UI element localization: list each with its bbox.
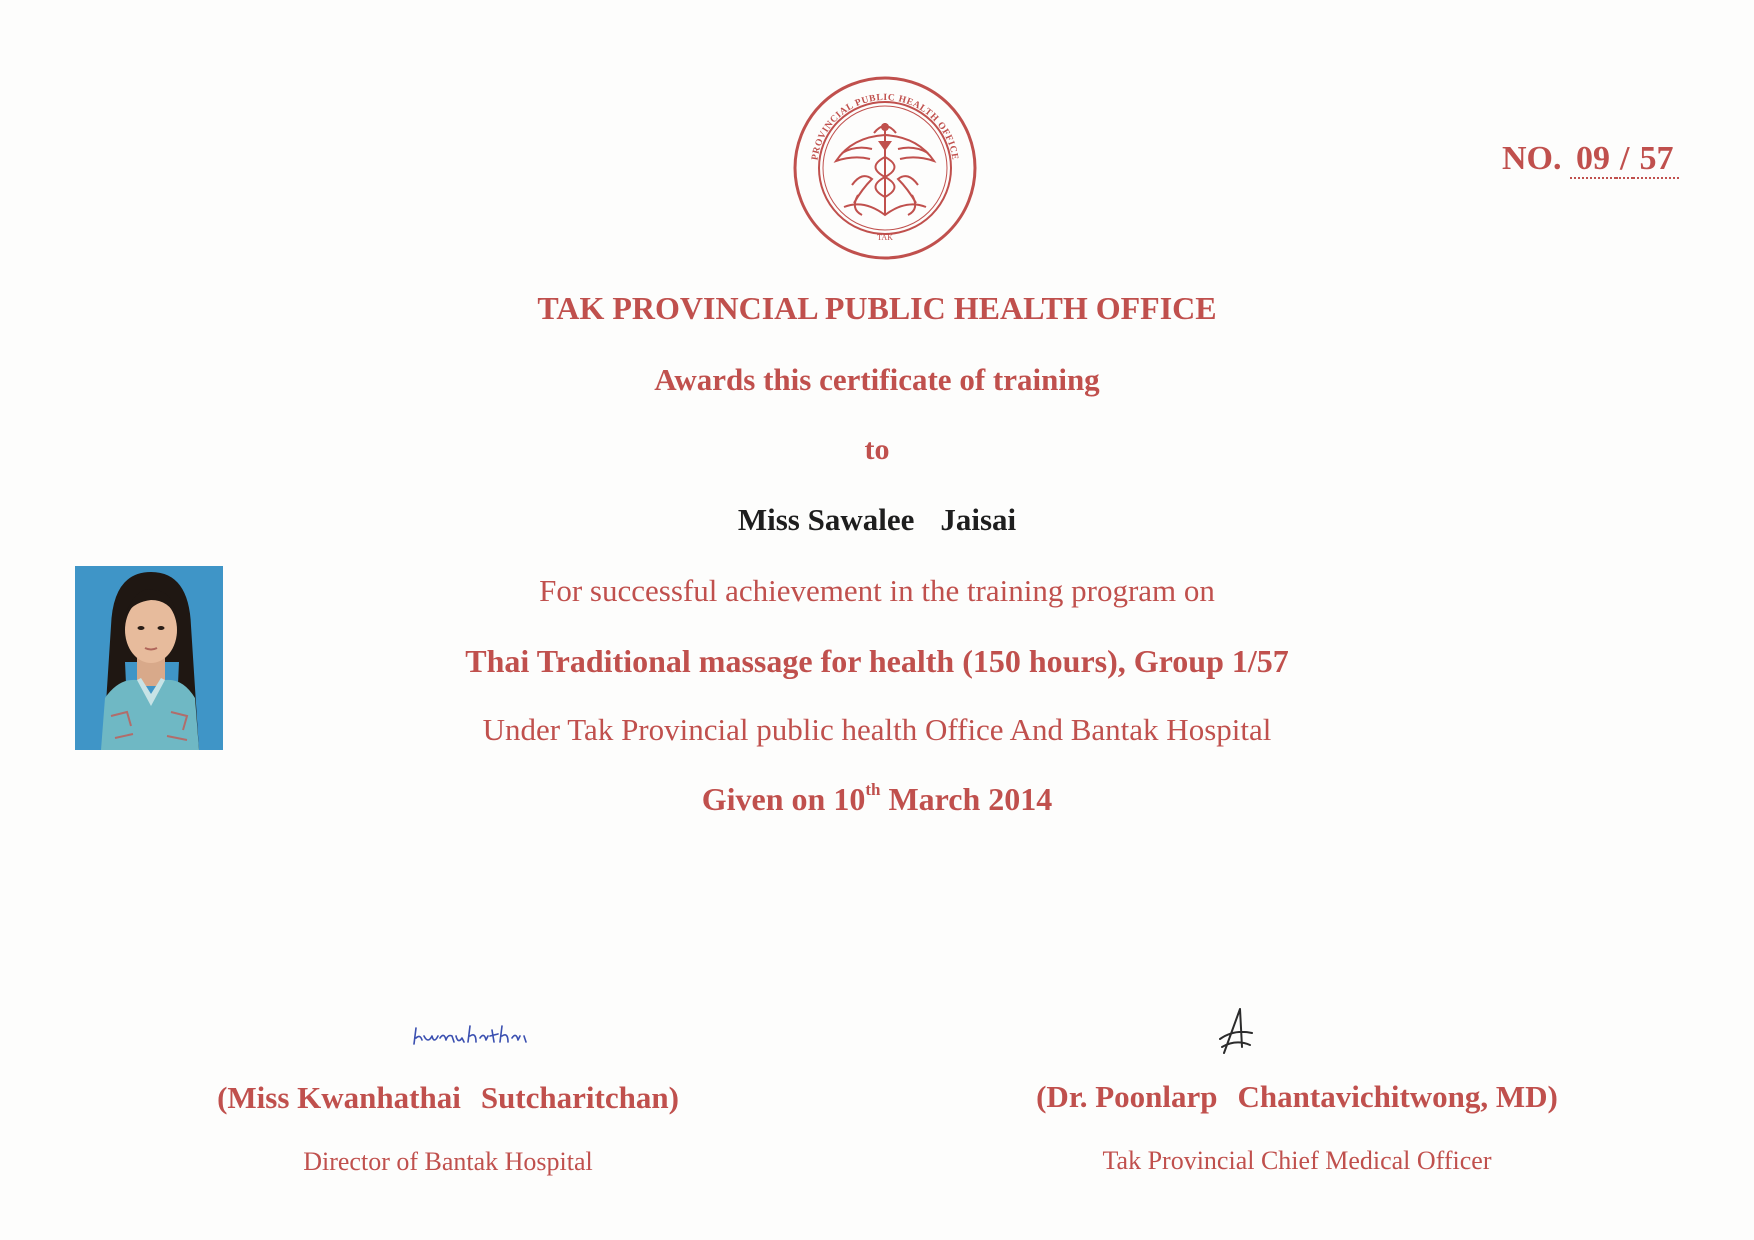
given-date-line — [0, 780, 1754, 818]
certificate-number-year: 57 — [1633, 141, 1679, 179]
under-line: Under Tak Provincial public health Office And Bantak Hospital — [482, 712, 1272, 747]
recipient-last-name: Jaisai — [940, 502, 1017, 537]
director-name-first: (Miss Kwanhathai — [217, 1080, 461, 1115]
certificate-number-separator: / — [1616, 141, 1633, 179]
achievement-line: For successful achievement in the training program on — [539, 573, 1215, 608]
chief-medical-officer-signature — [1212, 1003, 1262, 1059]
given-date-rest: March 2014 — [880, 781, 1053, 817]
provincial-seal-emblem — [792, 75, 978, 261]
certificate-number — [1502, 140, 1679, 179]
seal-bottom-text: TAK — [877, 233, 893, 242]
certificate-number-value: 09 — [1570, 141, 1616, 179]
director-name — [98, 1080, 798, 1116]
given-date-ordinal: th — [865, 780, 881, 799]
chief-medical-officer-name-first: (Dr. Poonlarp — [1036, 1079, 1218, 1114]
program-line: Thai Traditional massage for health (150 hours), Group 1/57 — [465, 643, 1289, 679]
signatory-chief-medical-officer — [947, 1079, 1647, 1176]
signatory-director — [98, 1080, 798, 1177]
director-signature — [410, 1014, 530, 1054]
recipient-photo — [75, 566, 223, 750]
certificate-number-prefix: NO. — [1502, 140, 1562, 177]
chief-medical-officer-role: Tak Provincial Chief Medical Officer — [1102, 1146, 1492, 1175]
to-line: to — [864, 433, 890, 466]
chief-medical-officer-name-last: Chantavichitwong, MD) — [1237, 1079, 1558, 1114]
chief-medical-officer-name — [947, 1079, 1647, 1115]
given-date-prefix: Given on 10 — [701, 781, 866, 817]
seal-top-text: PROVINCIAL PUBLIC HEALTH OFFICE — [810, 92, 960, 161]
recipient-name — [0, 502, 1754, 538]
director-role: Director of Bantak Hospital — [303, 1147, 593, 1176]
issuer-title: TAK PROVINCIAL PUBLIC HEALTH OFFICE — [537, 290, 1217, 326]
recipient-first-name: Miss Sawalee — [737, 502, 915, 537]
awards-line: Awards this certificate of training — [654, 362, 1100, 397]
director-name-last: Sutcharitchan) — [480, 1080, 679, 1115]
